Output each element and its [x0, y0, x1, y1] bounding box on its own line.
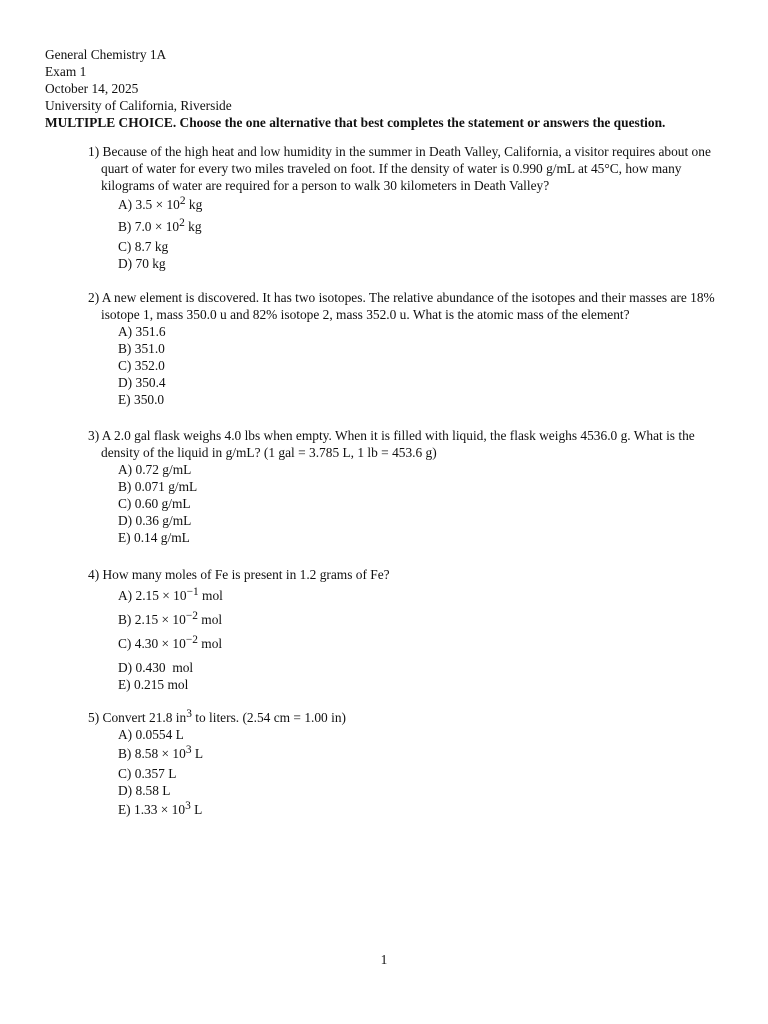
option-c: C) 352.0 [118, 358, 165, 373]
page-number: 1 [380, 952, 388, 967]
option-d: D) 8.58 L [118, 783, 171, 798]
question-1-options [118, 194, 728, 272]
question-stem: Because of the high heat and low humidity in the summer in Death Valley, California, a visitor requires about one quart of water for every two miles traveled on foot. If the density of water is 0.990 g/mL at 45°C, how many kilograms of water are required for a person to walk 30 kilometers in Death Valley? [101, 144, 711, 193]
option-d: D) 70 kg [118, 256, 166, 271]
option-a: A) 0.72 g/mL [118, 462, 192, 477]
option-b: B) $2.15 \times 10^{-2}$ mol [118, 609, 223, 627]
option-c: C) $4.30 \times 10^{-2}$ mol [118, 633, 223, 651]
question-stem: A new element is discovered. It has two isotopes. The relative abundance of the isotopes and their masses are 18% isotope 1, mass 350.0 u and 82% isotope 2, mass 352.0 u. What is the atomic mass of the element? [101, 290, 715, 322]
option-d: D) 0.36 g/mL [118, 513, 192, 528]
question-2-text [88, 289, 728, 323]
university-name: University of California, Riverside [45, 98, 232, 113]
option-a: A) 0.0554 L [118, 727, 184, 742]
question-3-text [88, 427, 728, 461]
option-b: B) 0.071 g/mL [118, 479, 198, 494]
exam-label: Exam 1 [45, 64, 87, 79]
exam-header [45, 46, 665, 131]
question-2 [88, 289, 728, 408]
option-b: B) 351.0 [118, 341, 165, 356]
option-a: A) 351.6 [118, 324, 166, 339]
question-4-options [118, 585, 728, 693]
option-c: C) 0.357 L [118, 766, 177, 781]
option-e: E) 0.215 mol [118, 677, 189, 692]
question-stem: A 2.0 gal flask weighs 4.0 lbs when empty. When it is filled with liquid, the flask weighs 4536.0 g. What is the density of the liquid in g/mL? (1 gal = 3.785 L, 1 lb = 453.6 g) [101, 428, 695, 460]
option-e: E) $1.33 \times 10^3$ L [118, 799, 203, 817]
instructions: MULTIPLE CHOICE. Choose the one alternative that best completes the statement or answers the question. [45, 115, 666, 130]
option-d: D) 0.430 mol [118, 660, 194, 675]
question-5-options [118, 726, 728, 821]
question-5 [88, 709, 728, 821]
option-a: A) $3.5 \times 10^2$ kg [118, 194, 203, 212]
question-1 [88, 143, 728, 272]
question-number: 2) [88, 290, 100, 305]
option-c: C) 0.60 g/mL [118, 496, 191, 511]
option-b: B) $8.58 \times 10^3$ L [118, 743, 204, 761]
option-d: D) 350.4 [118, 375, 166, 390]
question-number: 1) [88, 144, 100, 159]
question-number: 4) [88, 567, 100, 582]
option-b: B) $7.0 \times 10^2$ kg [118, 216, 202, 234]
question-3-options [118, 461, 728, 546]
option-e: E) 350.0 [118, 392, 165, 407]
question-5-text [88, 709, 728, 726]
question-4-text [88, 566, 728, 583]
course-title: General Chemistry 1A [45, 47, 167, 62]
option-e: E) 0.14 g/mL [118, 530, 190, 545]
question-number: 5) [88, 710, 100, 725]
question-1-text [88, 143, 728, 194]
question-2-options [118, 323, 728, 408]
question-4 [88, 566, 728, 693]
exam-date: October 14, 2025 [45, 81, 139, 96]
option-c: C) 8.7 kg [118, 239, 169, 254]
question-stem: Convert 21.8 $in^3$ to liters. (2.54 cm = 1.00 in) [102, 707, 346, 725]
question-number: 3) [88, 428, 100, 443]
option-a: A) $2.15 \times 10^{-1}$ mol [118, 585, 223, 603]
question-stem: How many moles of Fe is present in 1.2 grams of Fe? [102, 567, 390, 582]
question-3 [88, 427, 728, 546]
